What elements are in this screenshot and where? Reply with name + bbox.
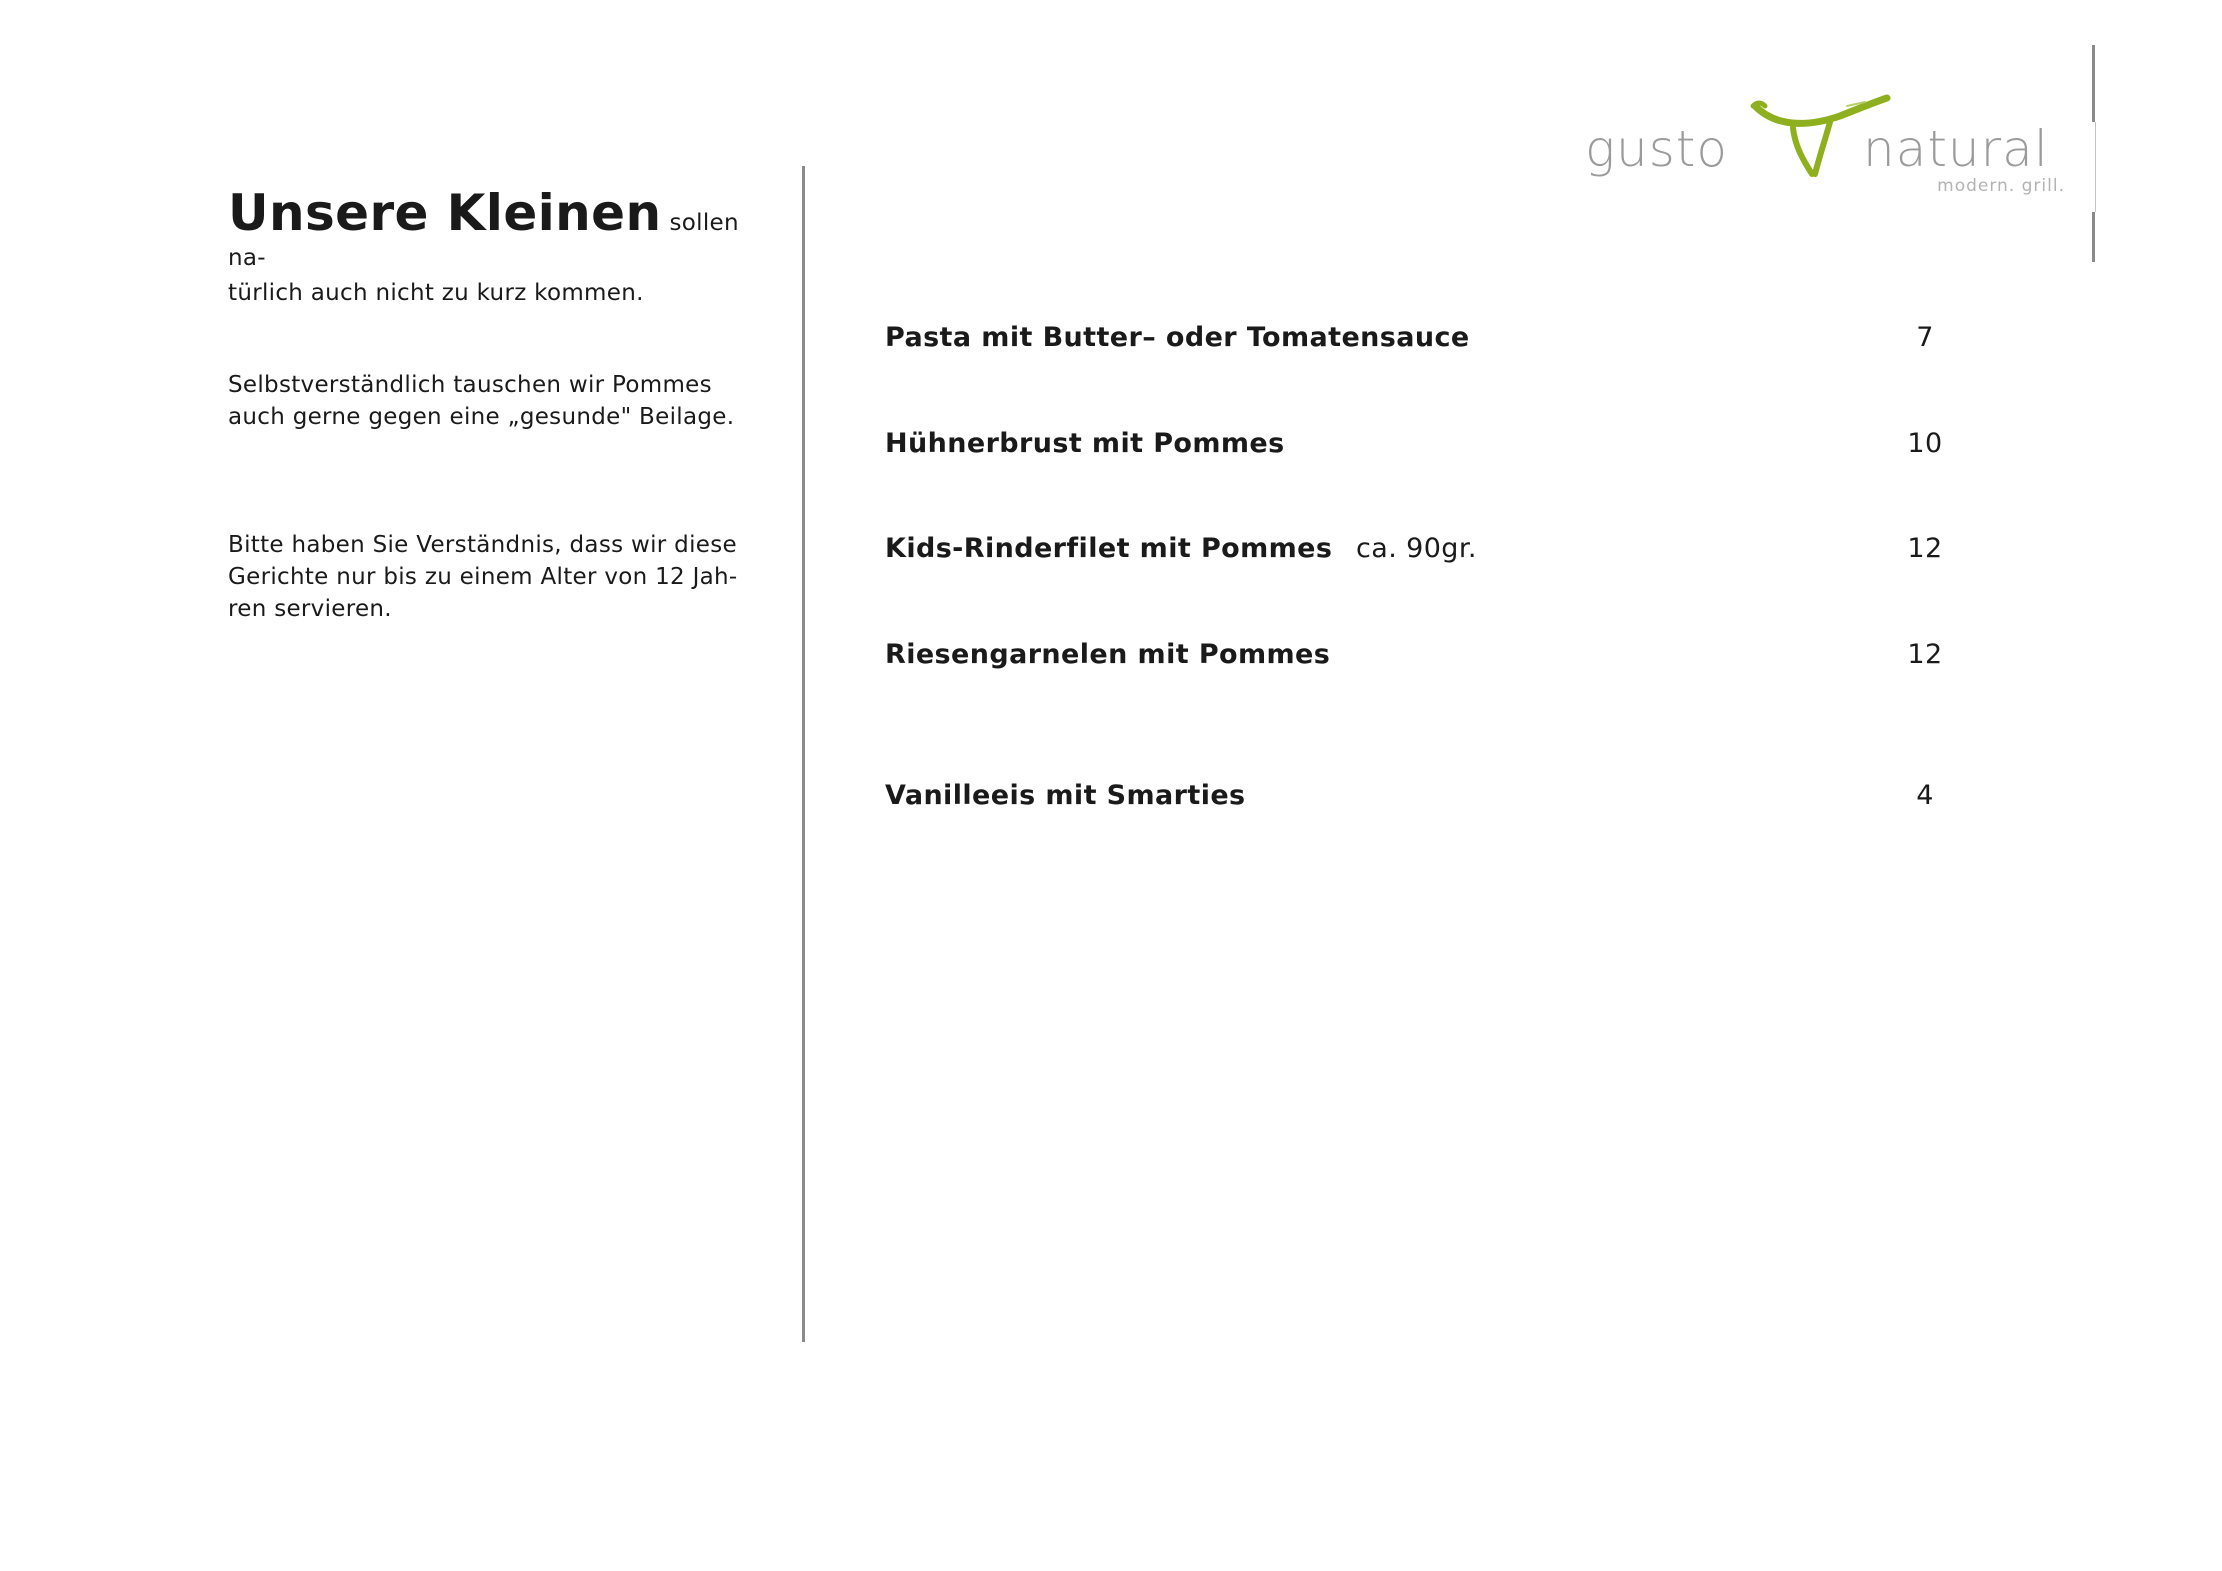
logo-divider-line (2092, 45, 2095, 122)
menu-item-name: Vanilleeis mit Smarties (885, 780, 1246, 811)
age-note-line: Gerichte nur bis zu einem Alter von 12 Jah- (228, 564, 738, 590)
menu-item (885, 428, 1965, 468)
logo-word-natural: natural (1863, 120, 2049, 178)
menu-item-name: Kids-Rinderfilet mit Pommes (885, 533, 1333, 564)
intro-text-part2: türlich auch nicht zu kurz kommen. (228, 280, 644, 306)
menu-item-name: Pasta mit Butter– oder Tomatensauce (885, 322, 1470, 353)
menu-item-price: 7 (1916, 322, 1934, 353)
menu-item-price: 10 (1907, 428, 1943, 459)
intro-paragraph (228, 184, 748, 311)
logo-word-gusto: gusto (1585, 120, 1728, 178)
menu-item-price: 12 (1907, 533, 1943, 564)
menu-item (885, 322, 1965, 362)
side-swap-note (228, 369, 748, 433)
logo-divider-line (2092, 212, 2095, 262)
menu-item-weight: ca. 90gr. (1356, 533, 1477, 564)
age-limit-note (228, 529, 748, 625)
swap-note-line: auch gerne gegen eine „gesunde" Beilage. (228, 404, 735, 430)
swap-note-line: Selbstverständlich tauschen wir Pommes (228, 372, 712, 398)
logo-divider-line (2095, 122, 2096, 212)
column-divider (802, 166, 805, 1342)
menu-item (885, 533, 1965, 573)
menu-item-name: Hühnerbrust mit Pommes (885, 428, 1285, 459)
kids-menu (885, 0, 1965, 900)
menu-item (885, 780, 1965, 820)
menu-item-price: 4 (1916, 780, 1934, 811)
intro-text-part1: sollen na- (228, 210, 739, 271)
intro-column (228, 184, 748, 625)
age-note-line: ren servieren. (228, 596, 392, 622)
age-note-line: Bitte haben Sie Verständnis, dass wir diese (228, 532, 737, 558)
menu-item-price: 12 (1907, 639, 1943, 670)
menu-item (885, 639, 1965, 679)
menu-item-name: Riesengarnelen mit Pommes (885, 639, 1331, 670)
page-title: Unsere Kleinen (228, 184, 662, 242)
logo-tagline: modern. grill. (1937, 176, 2065, 196)
